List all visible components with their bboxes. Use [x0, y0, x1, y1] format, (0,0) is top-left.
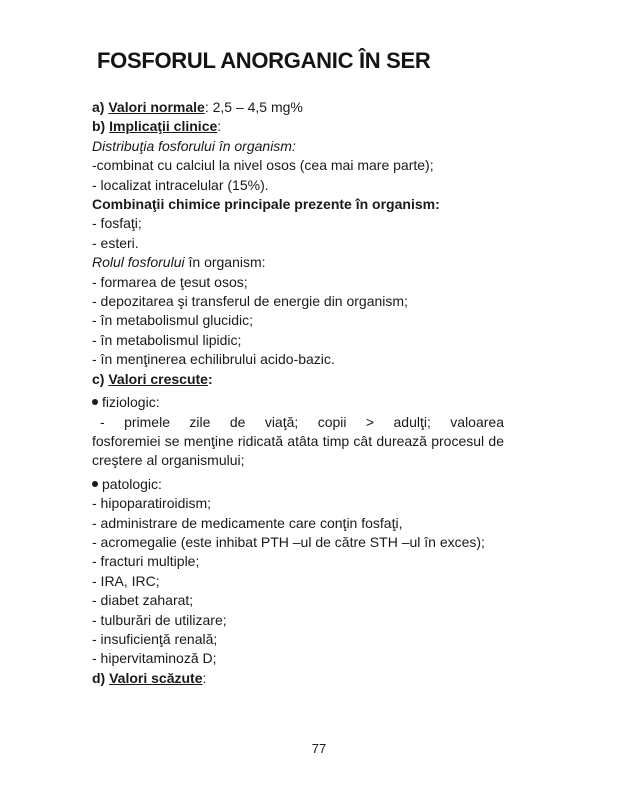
patologic-item: - diabet zaharat;: [92, 592, 194, 609]
patologic-item: - acromegalie (este inhibat PTH –ul de către STH –ul în exces);: [92, 533, 485, 550]
rol-item: - în menţinerea echilibrului acido-bazic.: [92, 351, 335, 368]
section-a-line: [92, 98, 504, 117]
patologic-item: - tulburări de utilizare;: [92, 611, 227, 628]
rol-item: - în metabolismul glucidic;: [92, 312, 254, 329]
section-a-label: Valori normale: [108, 99, 205, 115]
section-c-prefix: c): [92, 370, 105, 387]
patologic-item: - fracturi multiple;: [92, 553, 200, 570]
section-a-prefix: a): [92, 99, 105, 115]
page-title: FOSFORUL ANORGANIC ÎN SER: [97, 48, 431, 73]
page-number: 77: [311, 741, 327, 756]
patologic-heading: [92, 475, 504, 494]
fiziologic-line1: - primele zile de viaţă; copii > adulţi; valoarea: [100, 413, 504, 430]
distributie-item: - localizat intracelular (15%).: [92, 176, 269, 193]
rol-item: - depozitarea şi transferul de energie din organism;: [92, 293, 408, 310]
rol-item: - formarea de ţesut osos;: [92, 273, 248, 290]
section-b-line: [92, 117, 504, 136]
patologic-item: - insuficienţă renală;: [92, 630, 218, 647]
section-c-suffix: :: [207, 370, 213, 387]
section-b-suffix: :: [217, 118, 222, 135]
patologic-item: - administrare de medicamente care conţin fosfaţi,: [92, 514, 403, 531]
section-b-label: Implicaţii clinice: [109, 118, 218, 135]
bullet-icon: [92, 399, 98, 405]
section-d-prefix: d): [92, 669, 106, 686]
distributie-item: -combinat cu calciul la nivel osos (cea mai mare parte);: [92, 157, 434, 174]
patologic-item: - hipoparatiroidism;: [92, 495, 212, 512]
patologic-item: - hipervitaminoză D;: [92, 650, 217, 667]
fiziologic-text: fosforemiei se menţine ridicată atâta timp cât durează procesul de creştere al organismului;: [92, 432, 504, 469]
patologic-item: - IRA, IRC;: [92, 572, 160, 589]
section-d-suffix: :: [202, 669, 207, 686]
page-content: [92, 98, 504, 688]
section-d-label: Valori scăzute: [109, 669, 203, 686]
bullet-icon: [92, 481, 98, 487]
section-b-prefix: b): [92, 118, 106, 135]
section-d-line: [92, 669, 504, 688]
patologic-label: patologic:: [102, 475, 162, 492]
section-c-label: Valori crescute: [108, 370, 208, 387]
section-c-line: [92, 370, 504, 389]
fiziologic-label: fiziologic:: [102, 394, 160, 411]
combinatii-item: - fosfaţi;: [92, 215, 142, 232]
rol-title-italic: Rolul fosforului: [92, 254, 185, 271]
rol-title: [92, 253, 504, 272]
rol-title-rest: în organism:: [184, 254, 266, 271]
combinatii-item: - esteri.: [92, 234, 139, 251]
distributie-title: Distribuţia fosforului în organism:: [92, 137, 296, 154]
rol-item: - în metabolismul lipidic;: [92, 331, 242, 348]
combinatii-title: Combinaţii chimice principale prezente în organism:: [92, 196, 440, 213]
section-a-value: : 2,5 – 4,5 mg%: [204, 99, 303, 115]
fiziologic-heading: [92, 393, 504, 412]
